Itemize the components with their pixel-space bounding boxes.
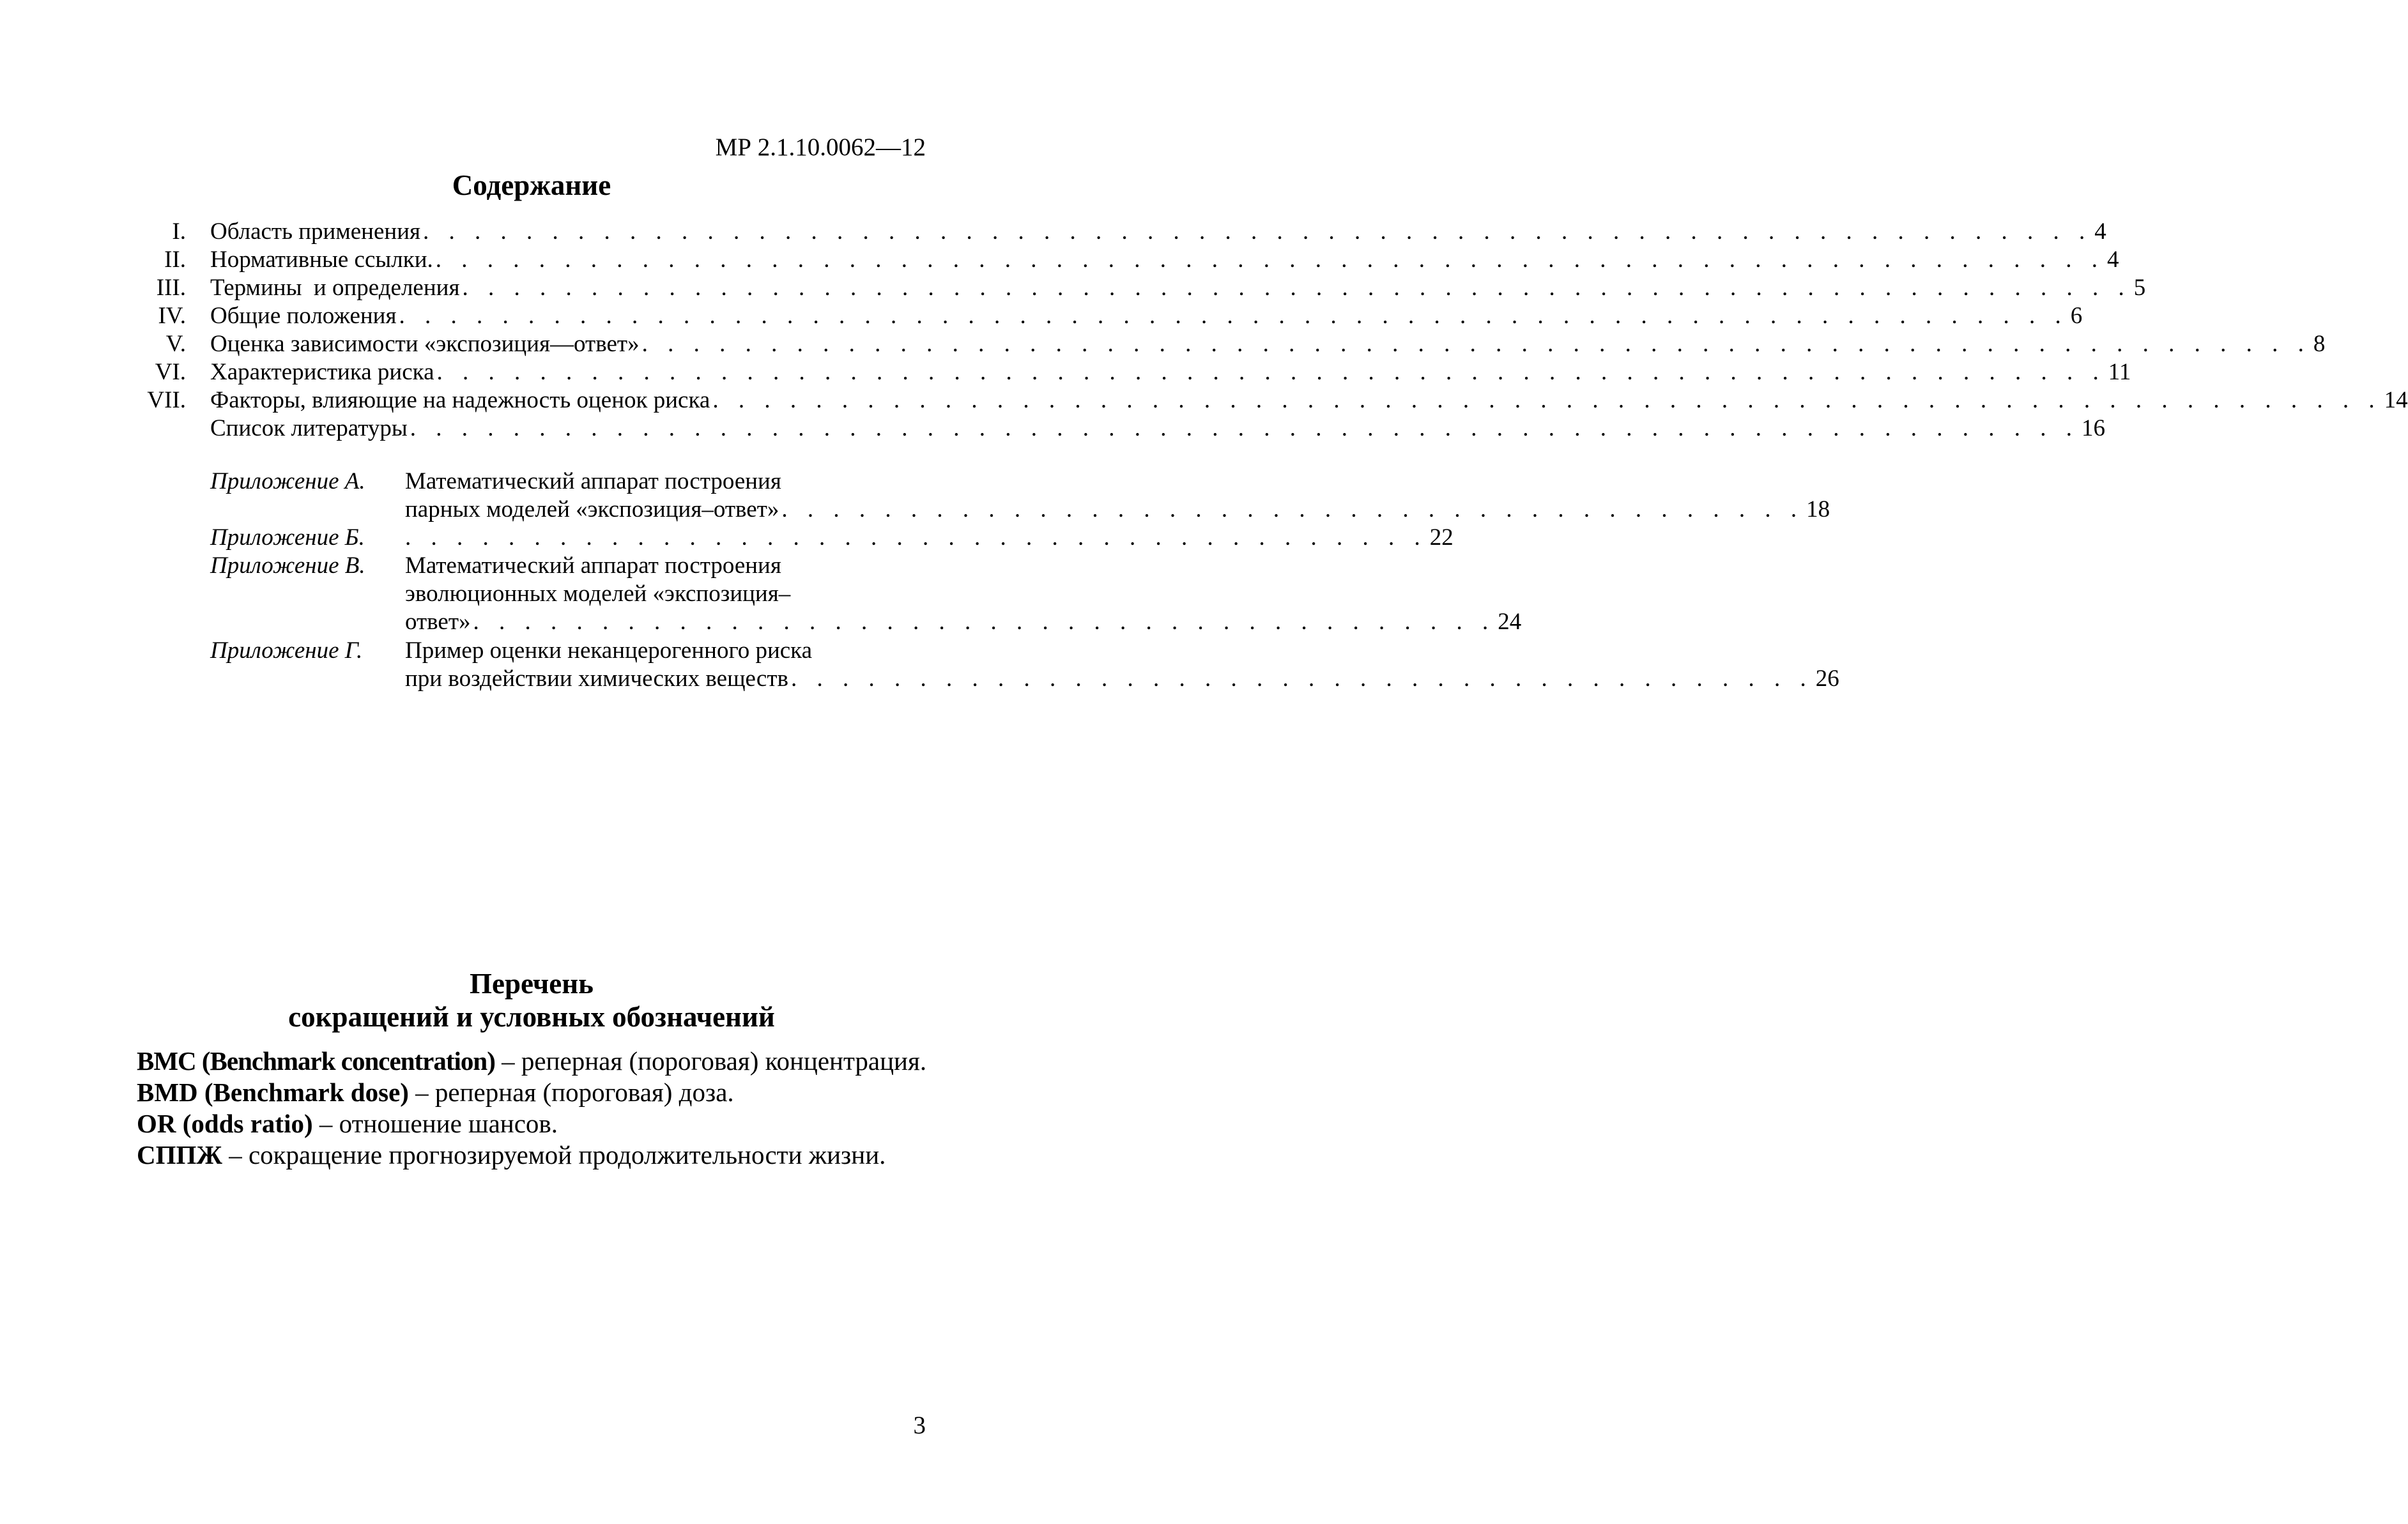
abbreviation-item — [137, 1048, 926, 1074]
toc-item-number: VII. — [147, 387, 186, 413]
appendix-page: 18 — [1806, 496, 1830, 522]
appendix-label: Приложение А. — [210, 468, 365, 494]
toc-item[interactable] — [0, 359, 2131, 388]
toc-item-title: Общие положения — [210, 303, 397, 329]
toc-item[interactable] — [0, 275, 2146, 304]
leader-dots: . . . . . . . . . . . . . . . . . . . . . . . . . . . . . . . . . . . . . . . . . . . . . . . . . . . . . . . . . . . . . . . . . — [436, 359, 2106, 385]
toc-item-title: Факторы, влияющие на надежность оценок риска — [210, 387, 710, 413]
toc-item[interactable] — [0, 387, 2408, 416]
abbreviations-title: Перечень — [470, 968, 594, 1000]
leader-dots: . . . . . . . . . . . . . . . . . . . . . . . . . . . . . . . . . . . . . . . . . . . . . . . . . . . . . . . . . . . . . . . . . — [399, 303, 2068, 329]
toc-item[interactable] — [0, 247, 2119, 276]
leader-dots: . . . . . . . . . . . . . . . . . . . . . . . . . . . . . . . . . . . . . . . . . . . . . . . . . . . . . . . . . . . . . . . . . — [435, 247, 2105, 273]
toc-item-title: Характеристика риска — [210, 359, 434, 385]
appendix-page: 24 — [1498, 609, 1522, 635]
abbreviation-term: OR (odds ratio) — [137, 1109, 313, 1138]
toc-item-number: III. — [156, 275, 186, 301]
leader-dots: . . . . . . . . . . . . . . . . . . . . . . . . . . . . . . . . . . . . . . . . — [781, 496, 1804, 522]
appendix-title-line: парных моделей «экспозиция–ответ» — [405, 496, 779, 522]
appendix-item[interactable] — [405, 524, 1453, 551]
toc-item-title: Область применения — [210, 218, 421, 245]
toc-item-page: 16 — [2082, 415, 2106, 441]
toc-item-page: 6 — [2070, 303, 2083, 329]
appendix-item[interactable] — [405, 469, 898, 493]
appendix-label: Приложение Г. — [210, 637, 363, 664]
leader-dots: . . . . . . . . . . . . . . . . . . . . . . . . . . . . . . . . . . . . . . . . . . . . . . . . . . . . . . . . . . . . . . . . . — [410, 415, 2080, 441]
toc-item-page: 11 — [2108, 359, 2131, 385]
toc-item[interactable] — [0, 331, 2326, 360]
appendix-item[interactable] — [405, 582, 898, 606]
abbreviation-term: СППЖ — [137, 1140, 222, 1170]
appendix-title-line: Пример оценки неканцерогенного риска — [405, 637, 813, 664]
leader-dots: . . . . . . . . . . . . . . . . . . . . . . . . . . . . . . . . . . . . . . . . . . . . . . . . . . . . . . . . . . . . . . . . . — [423, 218, 2092, 245]
toc-item-title: Список литературы — [210, 415, 408, 441]
appendix-label: Приложение В. — [210, 552, 365, 579]
appendix-title-line: Математический аппарат построения — [405, 468, 781, 494]
appendix-page: 22 — [1429, 524, 1453, 551]
appendix-item[interactable] — [405, 666, 1839, 692]
abbreviation-term: BMD (Benchmark dose) — [137, 1078, 409, 1107]
toc-item-number: V. — [165, 331, 186, 357]
abbreviation-definition: – реперная (пороговая) концентрация. — [495, 1046, 927, 1076]
document-code: МР 2.1.10.0062—12 — [715, 133, 926, 161]
leader-dots: . . . . . . . . . . . . . . . . . . . . . . . . . . . . . . . . . . . . . . . . — [473, 609, 1496, 635]
appendix-label: Приложение Б. — [210, 524, 365, 551]
toc-title: Содержание — [452, 169, 611, 201]
toc-item-number: VI. — [155, 359, 186, 385]
leader-dots: . . . . . . . . . . . . . . . . . . . . . . . . . . . . . . . . . . . . . . . . — [790, 666, 1813, 692]
toc-item-title: Нормативные ссылки. — [210, 247, 433, 273]
leader-dots: . . . . . . . . . . . . . . . . . . . . . . . . . . . . . . . . . . . . . . . . . . . . . . . . . . . . . . . . . . . . . . . . . — [712, 387, 2382, 413]
appendix-title-line: при воздействии химических веществ — [405, 666, 788, 692]
toc-item-page: 14 — [2384, 387, 2408, 413]
toc-item[interactable] — [0, 415, 2106, 445]
toc-item-title: Термины и определения — [210, 275, 460, 301]
abbreviation-item — [137, 1142, 886, 1168]
toc-item-number: II. — [164, 247, 186, 273]
leader-dots: . . . . . . . . . . . . . . . . . . . . . . . . . . . . . . . . . . . . . . . . — [405, 524, 1427, 551]
leader-dots: . . . . . . . . . . . . . . . . . . . . . . . . . . . . . . . . . . . . . . . . . . . . . . . . . . . . . . . . . . . . . . . . . — [462, 275, 2131, 301]
toc-item-page: 5 — [2133, 275, 2146, 301]
appendix-page: 26 — [1815, 666, 1839, 692]
appendix-title-line: ответ» — [405, 609, 471, 635]
appendix-item[interactable] — [405, 639, 898, 662]
abbreviations-subtitle: сокращений и условных обозначений — [288, 1001, 775, 1033]
toc-item[interactable] — [0, 303, 2083, 332]
toc-item-page: 4 — [2094, 218, 2106, 245]
toc-item-page: 8 — [2313, 331, 2326, 357]
toc-item-page: 4 — [2107, 247, 2119, 273]
toc-item-number: I. — [172, 218, 186, 245]
toc-item[interactable] — [0, 218, 2106, 248]
toc-item-title: Оценка зависимости «экспозиция—ответ» — [210, 331, 640, 357]
leader-dots: . . . . . . . . . . . . . . . . . . . . . . . . . . . . . . . . . . . . . . . . . . . . . . . . . . . . . . . . . . . . . . . . . — [641, 331, 2311, 357]
appendix-item[interactable] — [405, 496, 1830, 522]
appendix-item[interactable] — [405, 609, 1522, 635]
abbreviation-term: BMC (Benchmark concentration) — [137, 1046, 495, 1076]
appendix-title-line: эволюционных моделей «экспозиция– — [405, 581, 791, 607]
abbreviation-definition: – реперная (пороговая) доза. — [408, 1078, 734, 1107]
appendix-title-line: Математический аппарат построения — [405, 552, 781, 579]
abbreviation-item — [137, 1111, 558, 1137]
page-number: 3 — [913, 1412, 926, 1439]
abbreviation-definition: – сокращение прогнозируемой продолжительности жизни. — [222, 1140, 886, 1170]
toc-item-number: IV. — [158, 303, 186, 329]
abbreviation-item — [137, 1079, 734, 1106]
appendix-item[interactable] — [405, 554, 898, 577]
abbreviation-definition: – отношение шансов. — [312, 1109, 558, 1138]
